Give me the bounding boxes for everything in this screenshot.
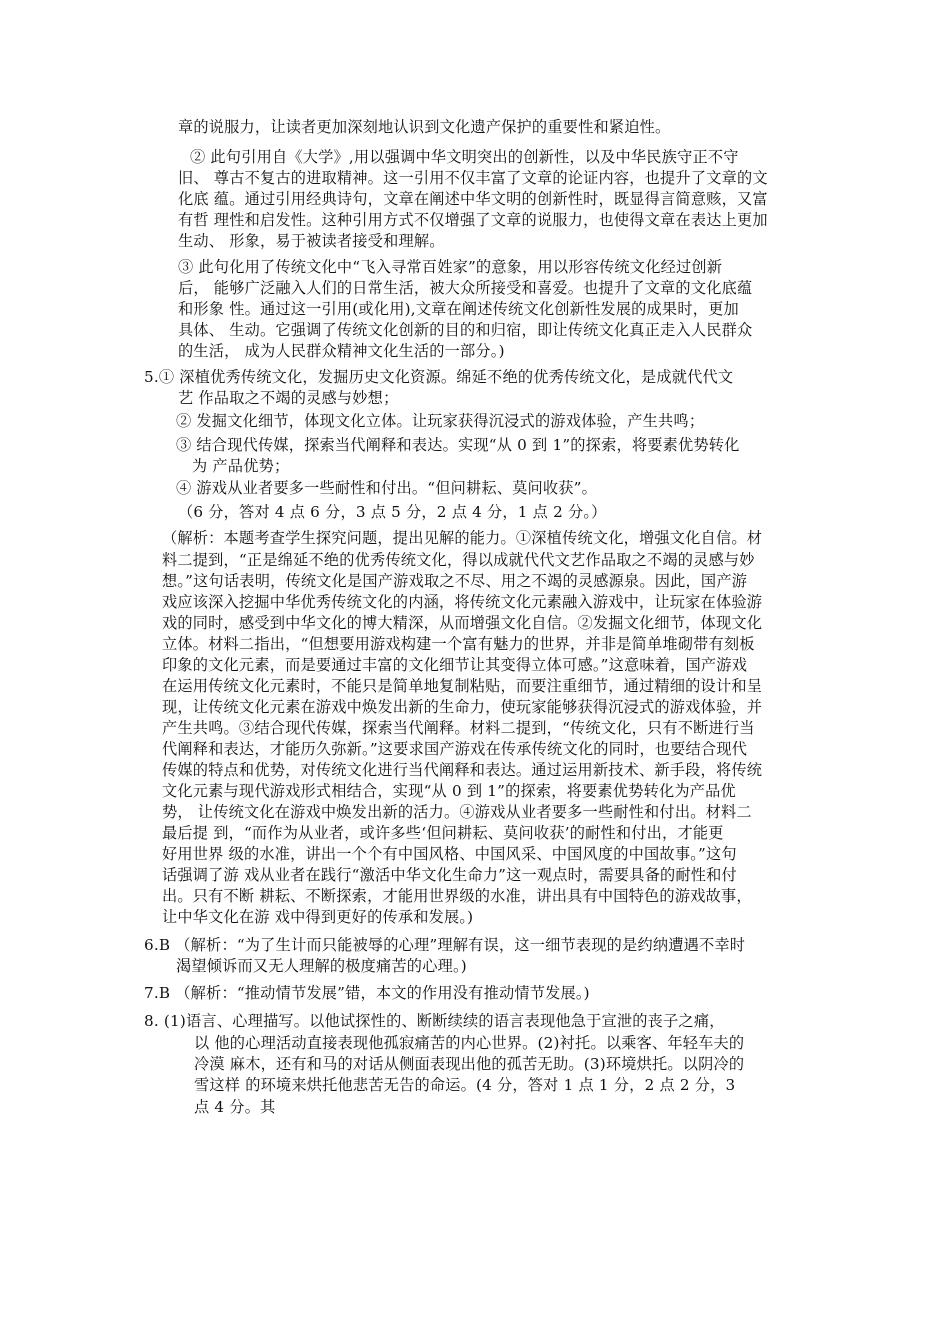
text-line: 章的说服力，让读者更加深刻地认识到文化遗产保护的重要性和紧迫性。: [178, 118, 671, 136]
text-line: 渴望倾诉而又无人理解的极度痛苦的心理。): [176, 957, 467, 975]
text-line: 立体。材料二指出，“但想要用游戏构建一个富有魅力的世界，并非是简单堆砌带有刻板: [162, 635, 755, 653]
text-line: 文化元素与现代游戏形式相结合，实现“从 0 到 1”的探索，将要素优势转化为产品优: [162, 782, 736, 800]
text-line: 化底 蕴。通过引用经典诗句，文章在阐述中华文明的创新性时，既显得言简意赅，又富: [178, 190, 768, 208]
text-line: 旧、 尊古不复古的进取精神。这一引用不仅丰富了文章的论证内容，也提升了文章的文: [178, 169, 768, 187]
text-line: 让中华文化在游 戏中得到更好的传承和发展。): [162, 908, 474, 926]
text-line: （6 分，答对 4 点 6 分，3 点 5 分，2 点 4 分，1 点 2 分。）: [178, 503, 607, 521]
text-line: ② 此句引用自《大学》,用以强调中华文明突出的创新性，以及中华民族守正不守: [190, 148, 739, 166]
text-line: 出。只有不断 耕耘、不断探索，才能用世界级的水准，讲出具有中国特色的游戏故事，: [162, 887, 752, 905]
text-line: 和形象 性。通过这一引用(或化用),文章在阐述传统文化创新性发展的成果时，更加: [178, 300, 739, 318]
text-line: ③ 结合现代传媒，探索当代阐释和表达。实现“从 0 到 1”的探索，将要素优势转化: [176, 436, 740, 454]
text-line: 最后提 到，“而作为从业者，或许多些‘但问耕耘、莫问收获’的耐性和付出，才能更: [162, 824, 724, 842]
text-line: 为 产品优势；: [192, 457, 290, 475]
text-line: 具体、 生动。它强调了传统文化创新的目的和归宿，即让传统文化真正走入人民群众: [178, 321, 753, 339]
text-line: 点 4 分。其: [194, 1098, 276, 1116]
text-line: 的生活， 成为人民群众精神文化生活的一部分。): [178, 342, 505, 360]
text-line: 生动、 形象，易于被读者接受和理解。: [178, 232, 445, 250]
text-line: 8. (1)语言、心理描写。以他试探性的、断断续续的语言表现他急于宣泄的丧子之痛，: [144, 1012, 725, 1030]
text-line: 艺 作品取之不竭的灵感与妙想；: [178, 389, 399, 407]
text-line: 传媒的特点和优势，对传统文化进行当代阐释和表达。通过运用新技术、新手段，将传统: [162, 761, 763, 779]
text-line: 7.B （解析：“推动情节发展”错，本文的作用没有推动情节发展。): [144, 984, 590, 1002]
text-line: 后， 能够广泛融入人们的日常生活，被大众所接受和喜爱。也提升了文章的文化底蕴: [178, 279, 753, 297]
text-line: 5.① 深植优秀传统文化，发掘历史文化资源。绵延不绝的优秀传统文化，是成就代代文: [144, 368, 734, 386]
text-line: 想。”这句话表明，传统文化是国产游戏取之不尽、用之不竭的灵感源泉。因此，国产游: [162, 572, 748, 590]
text-line: ② 发掘文化细节，体现文化立体。让玩家获得沉浸式的游戏体验，产生共鸣；: [176, 412, 705, 430]
text-line: 戏应该深入挖掘中华优秀传统文化的内涵，将传统文化元素融入游戏中，让玩家在体验游: [162, 593, 763, 611]
text-line: 料二提到，“正是绵延不绝的优秀传统文化，得以成就代代文艺作品取之不竭的灵感与妙: [162, 551, 755, 569]
text-line: 好用世界 级的水准，讲出一个个有中国风格、中国风采、中国风度的中国故事。”这句: [162, 845, 737, 863]
text-line: 现，让传统文化元素在游戏中焕发出新的生命力，使玩家能够获得沉浸式的游戏体验，并: [162, 698, 763, 716]
text-line: ④ 游戏从业者要多一些耐性和付出。“但问耕耘、莫问收获”。: [176, 479, 598, 497]
text-line: 在运用传统文化元素时，不能只是简单地复制粘贴，而要注重细节，通过精细的设计和呈: [162, 677, 763, 695]
text-line: 产生共鸣。③结合现代传媒，探索当代阐释。材料二提到，“传统文化，只有不断进行当: [162, 719, 755, 737]
text-line: 有哲 理性和启发性。这种引用方式不仅增强了文章的说服力，也使得文章在表达上更加: [178, 211, 768, 229]
text-line: 雪这样 的环境来烘托他悲苦无告的命运。(4 分，答对 1 点 1 分，2 点 2 分，3: [194, 1076, 736, 1094]
text-line: 话强调了游 戏从业者在践行“激活中华文化生命力”这一观点时，需要具备的耐性和付: [162, 866, 737, 884]
text-line: 戏的同时，感受到中华文化的博大精深，从而增强文化自信。②发掘文化细节，体现文化: [162, 614, 763, 632]
text-line: 以 他的心理活动直接表现他孤寂痛苦的内心世界。(2)衬托。以乘客、年轻车夫的: [194, 1034, 745, 1052]
text-line: 代阐释和表达，才能历久弥新。”这要求国产游戏在传承传统文化的同时，也要结合现代: [162, 740, 748, 758]
text-line: （解析：本题考查学生探究问题，提出见解的能力。①深植传统文化，增强文化自信。材: [162, 529, 763, 547]
text-line: 势， 让传统文化在游戏中焕发出新的活力。④游戏从业者要多一些耐性和付出。材料二: [162, 803, 752, 821]
text-line: 冷漠 麻木，还有和马的对话从侧面表现出他的孤苦无助。(3)环境烘托。以阴冷的: [194, 1055, 745, 1073]
text-line: 6.B （解析：“为了生计而只能被辱的心理”理解有误，这一细节表现的是约纳遭遇不幸时: [144, 936, 746, 954]
text-line: ③ 此句化用了传统文化中“飞入寻常百姓家”的意象，用以形容传统文化经过创新: [178, 258, 723, 276]
text-line: 印象的文化元素，而是要通过丰富的文化细节让其变得立体可感。”这意味着，国产游戏: [162, 656, 748, 674]
